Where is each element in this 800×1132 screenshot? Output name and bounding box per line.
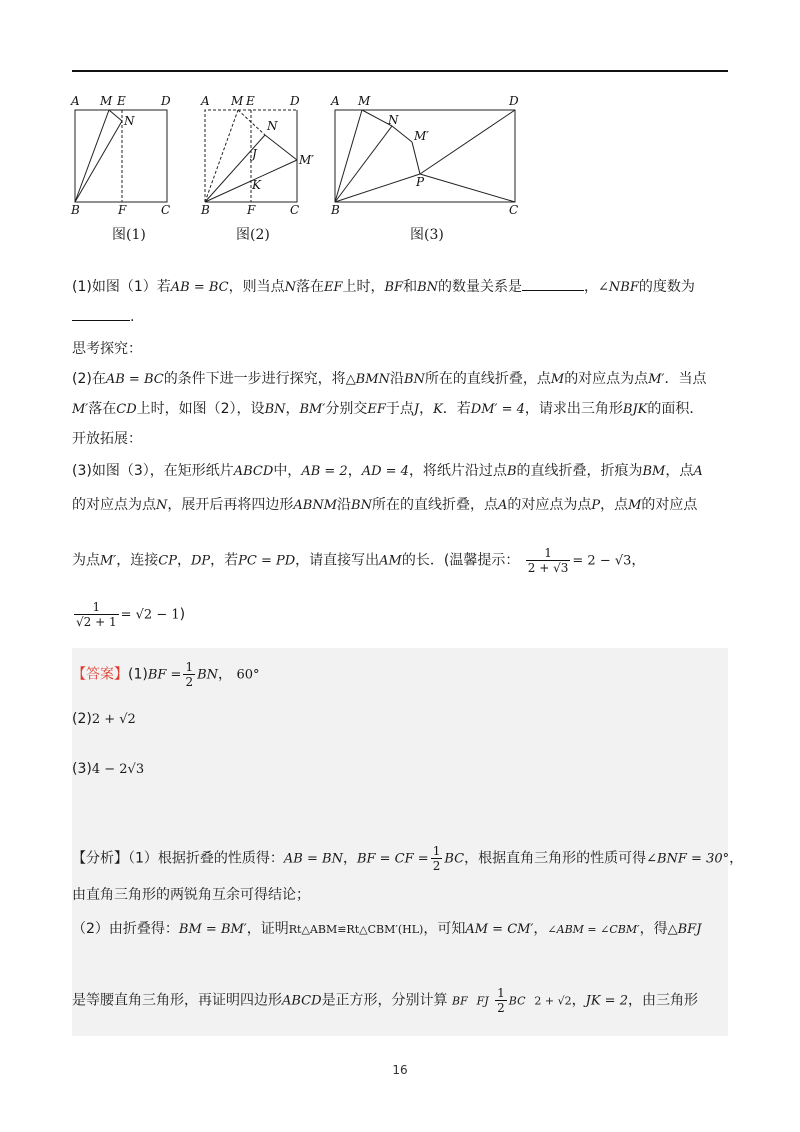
hint2-fraction: $\frac{1}{√2 + 1}$ bbox=[76, 600, 117, 629]
q3-line1: (3)如图（3），在矩形纸片ABCD中，AB = 2，AD = 4，将纸片沿过点B的直线折叠，折痕为BM，点A bbox=[72, 463, 703, 479]
answer-blank-1[interactable] bbox=[522, 276, 584, 291]
fig1-label-m: M bbox=[100, 94, 113, 108]
fig3-nm bbox=[392, 126, 412, 142]
fig1-mn bbox=[109, 110, 122, 121]
fig2-caption: 图(2) bbox=[236, 227, 270, 243]
answer-line1: 【答案】(1)BF = $\frac{1}{2}$ BN， 60° bbox=[72, 660, 260, 689]
answer-line2: (2)2 + √2 bbox=[72, 711, 136, 727]
fig1-label-f: F bbox=[118, 203, 127, 217]
figure-3 bbox=[335, 110, 515, 202]
fig1-label-n: N bbox=[124, 114, 135, 128]
fig1-label-a: A bbox=[71, 94, 80, 108]
fig3-label-p: P bbox=[416, 175, 425, 189]
section-explore: 思考探究： bbox=[72, 341, 142, 357]
fig1-square bbox=[75, 110, 167, 202]
analysis-line1: 【分析】（1）根据折叠的性质得：AB = BN，BF = CF = $\frac{1}{2}$ BC，根据直角三角形的性质可得∠BNF = 30°， bbox=[72, 844, 744, 873]
answer-line3: (3)4 − 2√3 bbox=[72, 761, 145, 777]
fig2-label-mp: M′ bbox=[299, 153, 315, 167]
fig3-label-m: M bbox=[358, 94, 371, 108]
fig1-label-d: D bbox=[161, 94, 171, 108]
fig3-label-d: D bbox=[509, 94, 519, 108]
q2-line2: M′落在CD上时，如图（2），设BN，BM′分别交EF于点J，K．若DM′ = 4，请求出三角形BJK的面积． bbox=[72, 401, 704, 417]
fig2-label-n: N bbox=[267, 119, 278, 133]
analysis-line3: （2）由折叠得：BM = BM′，证明Rt△ABM≌Rt△CBM′(HL)，可知AM = CM′，∠ABM = ∠CBM′，得△BFJ bbox=[72, 921, 702, 937]
section-extend: 开放拓展： bbox=[72, 431, 142, 447]
fig2-label-b: B bbox=[201, 203, 210, 217]
figure-1 bbox=[75, 110, 167, 202]
fig3-rect bbox=[335, 110, 515, 202]
fig3-bm bbox=[335, 110, 362, 202]
fig3-label-mp: M′ bbox=[414, 129, 430, 143]
fig1-label-e: E bbox=[117, 94, 126, 108]
analysis-tag: 【分析】 bbox=[72, 850, 128, 867]
fig3-label-n: N bbox=[388, 113, 399, 127]
q3-line2: 的对应点为点N，展开后再将四边形ABNM沿BN所在的直线折叠，点A的对应点为点P，点M的对应点 bbox=[72, 497, 698, 513]
q1-line1: (1)如图（1）若AB = BC，则当点N落在EF上时，BF和BN的数量关系是 ，∠NBF的度数为 bbox=[72, 276, 695, 299]
answer-panel bbox=[72, 648, 728, 1036]
figure-2 bbox=[205, 110, 297, 202]
fig2-label-f: F bbox=[247, 203, 256, 217]
fig2-nm bbox=[265, 135, 297, 160]
fig1-caption: 图(1) bbox=[112, 227, 146, 243]
answer-blank-2[interactable] bbox=[72, 306, 130, 321]
fig1-bm bbox=[75, 110, 109, 202]
fig3-pd bbox=[420, 110, 515, 174]
q1-line2: . bbox=[72, 306, 134, 328]
answer-tag: 【答案】 bbox=[72, 666, 128, 683]
fig2-label-d: D bbox=[290, 94, 300, 108]
fig1-bn bbox=[75, 121, 122, 202]
fig1-label-b: B bbox=[71, 203, 80, 217]
fig2-label-m: M bbox=[231, 94, 244, 108]
fig2-label-a: A bbox=[201, 94, 210, 108]
q2-line1: (2)在AB = BC的条件下进一步进行探究，将△BMN沿BN所在的直线折叠，点M的对应点为点M′．当点 bbox=[72, 371, 707, 387]
hint1-fraction: $\frac{1}{2 + √3}$ bbox=[527, 546, 569, 575]
fig1-label-c: C bbox=[161, 203, 171, 217]
q3-line3: 为点M′，连接CP，DP，若PC = PD，请直接写出AM的长．(温馨提示： $\frac{1}{2 + √3}$ = 2 − √3， bbox=[72, 546, 646, 575]
fig3-mp bbox=[412, 142, 420, 174]
fig2-label-e: E bbox=[246, 94, 255, 108]
fig3-caption: 图(3) bbox=[410, 227, 444, 243]
fig2-label-j: J bbox=[252, 147, 257, 161]
fig3-pc bbox=[420, 174, 515, 202]
q3-line4: $\frac{1}{√2 + 1}$ = √2 − 1) bbox=[76, 600, 186, 629]
fig3-bp bbox=[335, 174, 420, 202]
fig3-bn bbox=[335, 126, 392, 202]
analysis-line2: 由直角三角形的两锐角互余可得结论； bbox=[72, 887, 310, 903]
fig3-label-b: B bbox=[331, 203, 340, 217]
fig3-label-a: A bbox=[331, 94, 340, 108]
fig2-label-k: K bbox=[252, 178, 261, 192]
page-number: 16 bbox=[392, 1063, 408, 1077]
fig3-label-c: C bbox=[509, 203, 519, 217]
fig2-bm bbox=[205, 110, 238, 202]
analysis-line4: 是等腰直角三角形，再证明四边形ABCD是正方形，分别计算 BF FJ $\frac{1}{2}$ BC 2 + √2，JK = 2，由三角形 bbox=[72, 986, 698, 1015]
fig2-label-c: C bbox=[290, 203, 300, 217]
header-rule bbox=[72, 70, 728, 72]
